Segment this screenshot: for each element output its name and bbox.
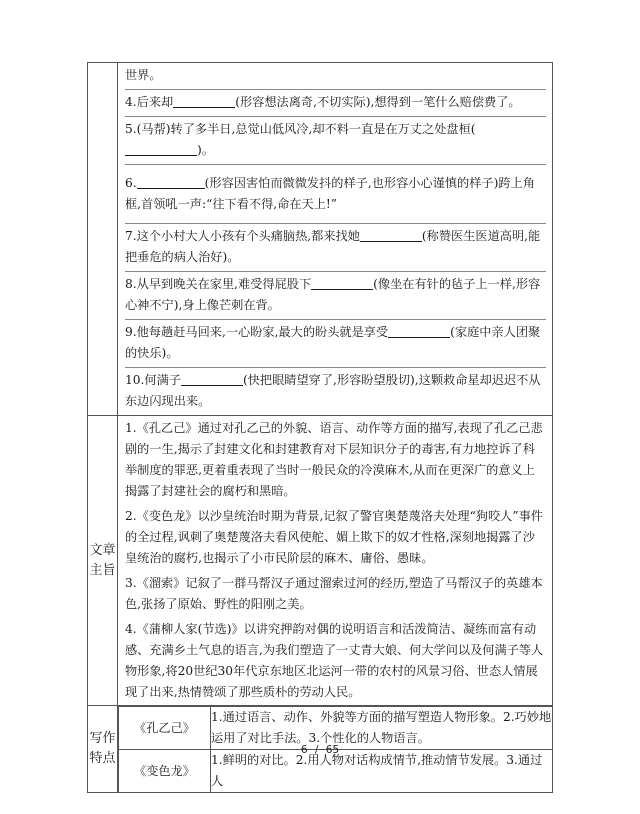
- exercise-row: [88, 63, 553, 416]
- theme-row: [88, 416, 553, 706]
- item-text: 8.从早到晚关在家里,难受得屁股下: [125, 277, 312, 291]
- writing-label: 写作特点: [88, 706, 118, 793]
- work-feature: 1.通过语言、动作、外貌等方面的描写塑造人物形象。2.巧妙地运用了对比手法。3.个性化的人物语言。: [211, 707, 553, 750]
- exercise-cell: [118, 63, 553, 416]
- item-text: (家庭中亲人团聚的快乐)。: [125, 325, 541, 360]
- item-text: (形容想法离奇,不切实际),想得到一笔什么赔偿费了。: [235, 95, 521, 109]
- theme-paragraph-3: 3.《溜索》记叙了一群马帮汉子通过溜索过河的经历,塑造了马帮汉子的英雄本色,张扬了原始、野性的阳刚之美。: [125, 576, 543, 611]
- item-text: 5.(马帮)转了多半日,总觉山低风冷,却不料一直是在万丈之处盘桓(: [125, 122, 476, 136]
- theme-label: 文章主旨: [88, 416, 118, 706]
- item-text: )。: [197, 143, 214, 157]
- exercise-item-6: [125, 165, 546, 224]
- item-text: 7.这个小村大人小孩有个头痛脑热,都来找她: [125, 229, 360, 243]
- exercise-item-4: [125, 90, 546, 117]
- item-text: (快把眼睛望穿了,形容盼望殷切),这颗救命星却迟迟不从东边闪现出来。: [125, 373, 541, 408]
- answer-blank[interactable]: [173, 93, 235, 108]
- theme-paragraph-4: 4.《蒲柳人家(节选)》以讲究押韵对偶的说明语言和活泼简洁、凝练而富有动感、充满乡土气息的语言,为我们塑造了一丈青大娘、何大学问以及何满子等人物形象,将20世纪30年代京东地区北运河一带的农村的风景习俗、世态人情展现了出来,热情赞颂了那些质朴的劳动人民。: [125, 622, 544, 699]
- study-table: [87, 62, 553, 793]
- work-title: 《变色龙》: [119, 750, 211, 793]
- item-text: 9.他每趟赶马回来,一心盼家,最大的盼头就是享受: [125, 325, 389, 339]
- theme-paragraph-2: 2.《变色龙》以沙皇统治时期为背景,记叙了警官奥楚蔑洛夫处理“狗咬人”事件的全过程,讽刺了奥楚蔑洛夫看风使舵、媚上欺下的奴才性格,深刻地揭露了沙皇统治的腐朽,也揭示了小市民阶层的麻木、庸俗、愚昧。: [125, 509, 543, 565]
- page-separator: /: [314, 744, 319, 756]
- item-text: (像坐在有针的毡子上一样,形容心神不宁),身上像芒刺在背。: [125, 277, 541, 312]
- answer-blank[interactable]: [311, 275, 373, 290]
- theme-cell: [118, 416, 553, 706]
- exercise-item-8: [125, 272, 546, 320]
- continuation-text: 世界。: [125, 68, 162, 82]
- answer-blank[interactable]: [125, 141, 197, 156]
- exercise-continuation: [125, 63, 546, 90]
- empty-label-cell: [88, 63, 118, 416]
- answer-blank[interactable]: [181, 371, 243, 386]
- total-pages: 65: [325, 744, 340, 756]
- work-title: 《孔乙己》: [119, 707, 211, 750]
- work-feature: 1.鲜明的对比。2.用人物对话构成情节,推动情节发展。3.通过人: [211, 750, 553, 793]
- answer-blank[interactable]: [360, 227, 422, 242]
- answer-blank[interactable]: [388, 323, 450, 338]
- page-number: [0, 744, 640, 756]
- item-text: 4.后来却: [125, 95, 174, 109]
- exercise-item-5: [125, 117, 546, 165]
- exercise-item-7: [125, 224, 546, 272]
- answer-blank[interactable]: [137, 174, 205, 189]
- item-text: 10.何满子: [125, 373, 181, 387]
- theme-paragraph-1: 1.《孔乙己》通过对孔乙己的外貌、语言、动作等方面的描写,表现了孔乙己悲剧的一生,揭示了封建文化和封建教育对下层知识分子的毒害,有力地控诉了科举制度的罪恶,更着重表现了当时一般民众的冷漠麻木,从而在更深广的意义上揭露了封建社会的腐朽和黑暗。: [125, 421, 543, 498]
- item-text: 6.: [125, 176, 137, 190]
- item-text: (称赞医生医道高明,能把垂危的病人治好)。: [125, 229, 541, 264]
- exercise-item-10: [125, 368, 546, 415]
- exercise-item-9: [125, 320, 546, 368]
- item-text: (形容因害怕而微微发抖的样子,也形容小心谨慎的样子)跨上角框,首领吼一声:“往下看不得,命在天上!”: [125, 176, 535, 211]
- current-page: 6: [300, 744, 308, 756]
